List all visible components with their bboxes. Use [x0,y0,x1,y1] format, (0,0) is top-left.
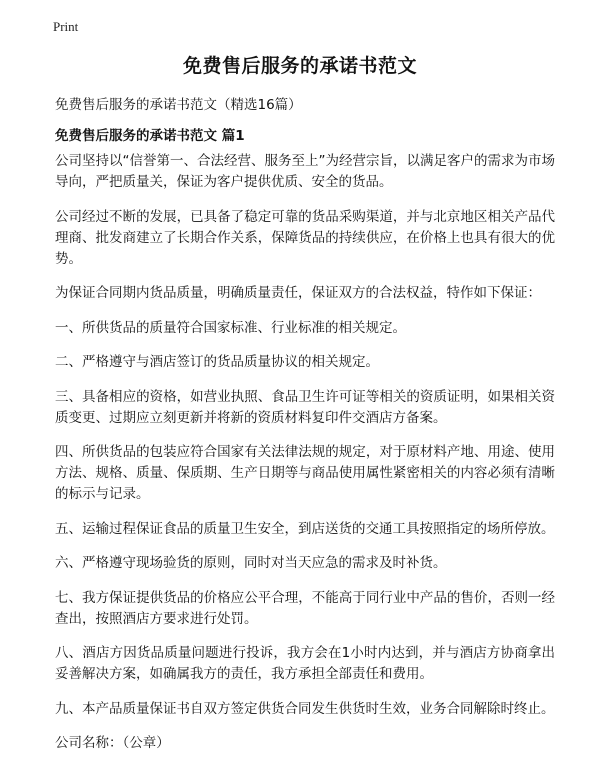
document-body [55,151,555,768]
paragraph: 公司坚持以“信誉第一、合法经营、服务至上”为经营宗旨，以满足客户的需求为市场导向，严把质量关，保证为客户提供优质、安全的货品。 [55,153,555,190]
document-title: 免费售后服务的承诺书范文 [182,55,417,77]
document-subtitle: 免费售后服务的承诺书范文（精选16篇） [55,97,302,113]
paragraph: 九、本产品质量保证书自双方签定供货合同发生供货时生效，业务合同解除时终止。 [55,700,555,717]
paragraph: 四、所供货品的包装应符合国家有关法律法规的规定，对于原材料产地、用途、使用方法、规格、质量、保质期、生产日期等与商品使用属性紧密相关的内容必须有清晰的标示与记录。 [55,444,555,502]
print-link[interactable]: Print [53,19,79,34]
paragraph: 为保证合同期内货品质量，明确质量责任，保证双方的合法权益，特作如下保证： [55,285,541,301]
paragraph: 二、严格遵守与酒店签订的货品质量协议的相关规定。 [55,354,379,370]
paragraph: 三、具备相应的资格，如营业执照、食品卫生许可证等相关的资质证明，如果相关资质变更、过期应立刻更新并将新的资质材料复印件交酒店方备案。 [55,388,555,426]
paragraph: 公司经过不断的发展，已具备了稳定可靠的货品采购渠道，并与北京地区相关产品代理商、批发商建立了长期合作关系，保障货品的持续供应，在价格上也具有很大的优势。 [55,208,555,267]
section-heading: 免费售后服务的承诺书范文 篇1 [55,128,245,144]
paragraph: 五、运输过程保证食品的质量卫生安全，到店送货的交通工具按照指定的场所停放。 [55,520,555,537]
company-name-line: 公司名称：（公章） [55,735,170,751]
paragraph: 一、所供货品的质量符合国家标准、行业标准的相关规定。 [55,319,406,336]
paragraph: 七、我方保证提供货品的价格应公平合理，不能高于同行业中产品的售价，否则一经查出，按照酒店方要求进行处罚。 [55,589,555,627]
paragraph: 六、严格遵守现场验货的原则，同时对当天应急的需求及时补货。 [55,555,447,571]
paragraph: 八、酒店方因货品质量问题进行投诉，我方会在1小时内达到，并与酒店方协商拿出妥善解决方案，如确属我方的责任，我方承担全部责任和费用。 [55,645,555,682]
